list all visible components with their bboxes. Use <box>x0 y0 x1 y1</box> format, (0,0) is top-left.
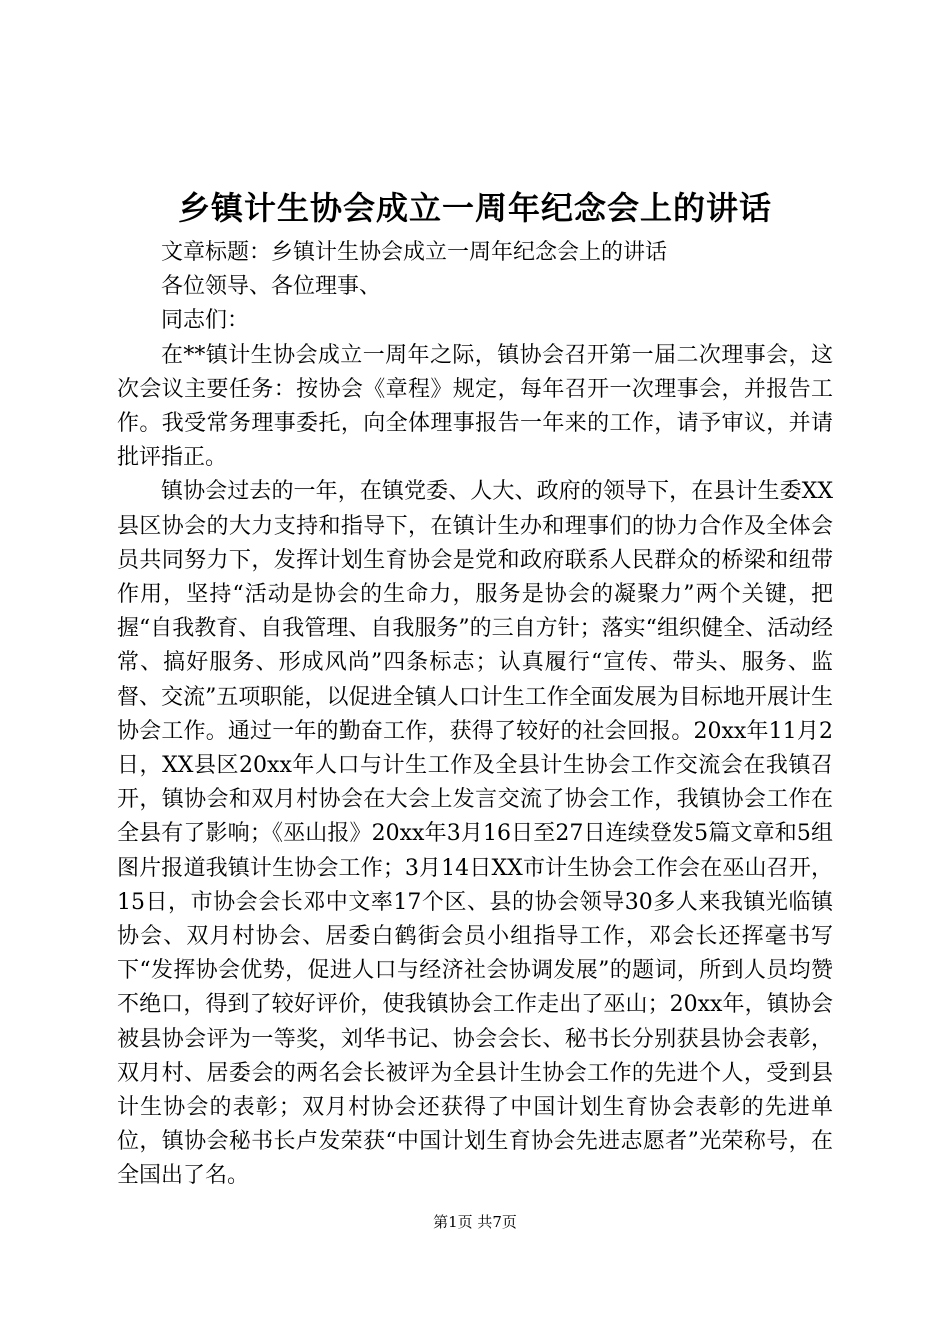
article-title-line: 文章标题：乡镇计生协会成立一周年纪念会上的讲话 <box>161 240 668 265</box>
salutation-comrades: 同志们： <box>161 308 250 334</box>
document-title: 乡镇计生协会成立一周年纪念会上的讲话 <box>177 189 772 227</box>
page-indicator: 第1页 共7页 <box>433 1213 517 1231</box>
document-body <box>117 236 833 1194</box>
salutation-leaders: 各位领导、各位理事、 <box>161 274 382 300</box>
body-paragraph-1: 在**镇计生协会成立一周年之际，镇协会召开第一届二次理事会，这次会议主要任务：按协会《章程》规定，每年召开一次理事会，并报告工作。我受常务理事委托，向全体理事报告一年来的工作，请予审议，并请批评指正。 <box>117 342 833 471</box>
body-paragraph-2: 镇协会过去的一年，在镇党委、人大、政府的领导下，在县计生委XX县区协会的大力支持和指导下，在镇计生办和理事们的协力合作及全体会员共同努力下，发挥计划生育协会是党和政府联系人民群众的桥梁和纽带作用，坚持“活动是协会的生命力，服务是协会的凝聚力”两个关键，把握“自我教育、自我管理、自我服务”的三自方针；落实“组织健全、活动经常、搞好服务、形成风尚”四条标志；认真履行“宣传、带头、服务、监督、交流”五项职能，以促进全镇人口计生工作全面发展为目标地开展计生协会工作。通过一年的勤奋工作，获得了较好的社会回报。20xx年11月2日，XX县区20xx年人口与计生工作及全县计生协会工作交流会在我镇召开，镇协会和双月村协会在大会上发言交流了协会工作，我镇协会工作在全县有了影响；《巫山报》20xx年3月16日至27日连续登发5篇文章和5组图片报道我镇计生协会工作；3月14日XX市计生协会工作会在巫山召开，15日，市协会会长邓中文率17个区、县的协会领导30多人来我镇光临镇协会、双月村协会、居委白鹤街会员小组指导工作，邓会长还挥毫书写下“发挥协会优势，促进人口与经济社会协调发展”的题词，所到人员均赞不绝口，得到了较好评价，使我镇协会工作走出了巫山；20xx年，镇协会被县协会评为一等奖，刘华书记、协会会长、秘书长分别获县协会表彰，双月村、居委会的两名会长被评为全县计生协会工作的先进个人，受到县计生协会的表彰；双月村协会还获得了中国计划生育协会表彰的先进单位，镇协会秘书长卢发荣获“中国计划生育协会先进志愿者”光荣称号，在全国出了名。 <box>117 479 833 1189</box>
